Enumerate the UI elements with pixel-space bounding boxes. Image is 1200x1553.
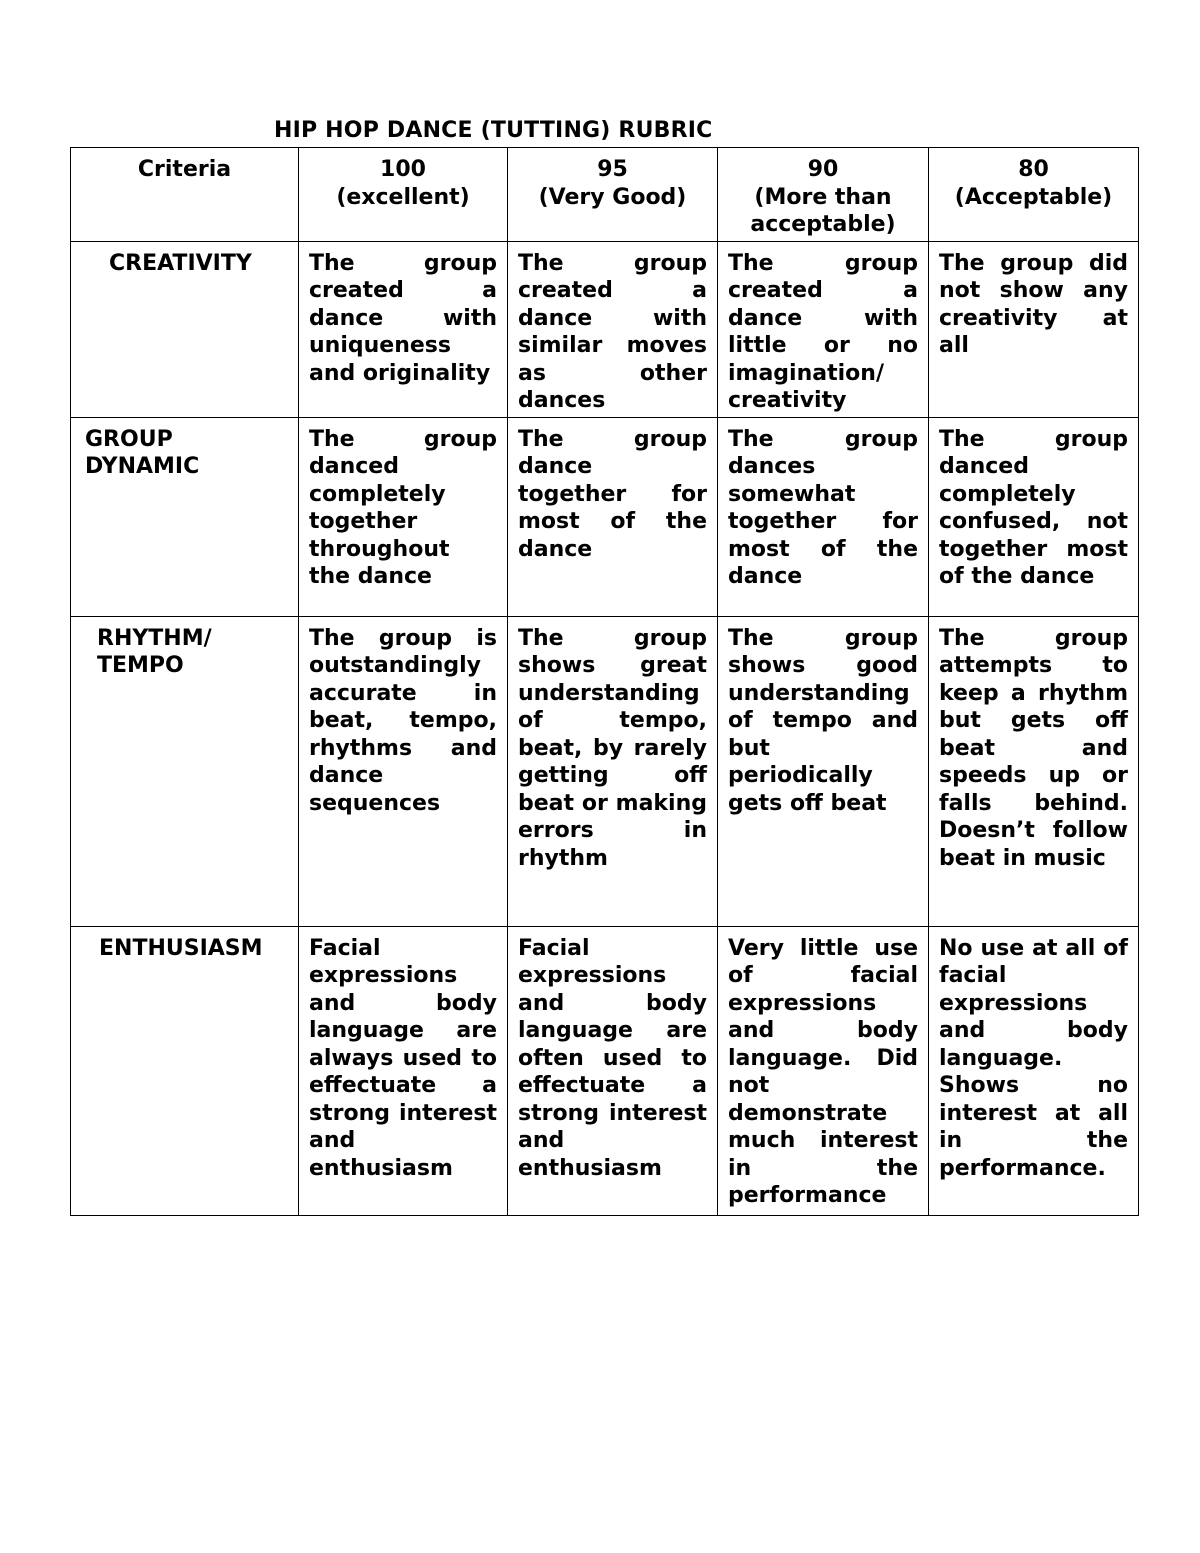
descriptor-cell: The group shows great understanding of tempo, beat, by rarely getting off beat or making errors in rhythm: [508, 616, 718, 926]
header-label: (excellent): [336, 184, 470, 210]
descriptor-cell: Facial expressions and body language are often used to effectuate a strong interest and enthusiasm: [508, 926, 718, 1215]
descriptor-cell: The group attempts to keep a rhythm but gets off beat and speeds up or falls behind. Doesn’t follow beat in music: [929, 616, 1139, 926]
header-score: 100: [380, 157, 426, 182]
descriptor-cell: The group shows good understanding of tempo and but periodically gets off beat: [718, 616, 929, 926]
header-level-80: [929, 148, 1139, 242]
page-title: HIP HOP DANCE (TUTTING) RUBRIC: [274, 118, 713, 143]
header-row: [71, 148, 1139, 242]
criterion-label: GROUP DYNAMIC: [71, 417, 299, 616]
descriptor-cell: The group dance together for most of the dance: [508, 417, 718, 616]
header-level-100: [299, 148, 508, 242]
rubric-row-group-dynamic: [71, 417, 1139, 616]
descriptor-cell: The group dances somewhat together for most of the dance: [718, 417, 929, 616]
header-score: 80: [1018, 157, 1049, 182]
descriptor-cell: The group danced completely together throughout the dance: [299, 417, 508, 616]
rubric-row-creativity: [71, 241, 1139, 417]
descriptor-cell: No use at all of facial expressions and body language. Shows no interest at all in the performance.: [929, 926, 1139, 1215]
descriptor-cell: The group is outstandingly accurate in beat, tempo, rhythms and dance sequences: [299, 616, 508, 926]
descriptor-cell: Facial expressions and body language are always used to effectuate a strong interest and enthusiasm: [299, 926, 508, 1215]
criterion-label: CREATIVITY: [71, 241, 299, 417]
descriptor-cell: The group created a dance with uniqueness and originality: [299, 241, 508, 417]
criterion-label: RHYTHM/ TEMPO: [71, 616, 299, 926]
header-label: (More than acceptable): [750, 184, 896, 237]
header-criteria: Criteria: [71, 148, 299, 242]
header-level-95: [508, 148, 718, 242]
descriptor-cell: The group created a dance with little or no imagination/ creativity: [718, 241, 929, 417]
descriptor-cell: The group danced completely confused, not together most of the dance: [929, 417, 1139, 616]
header-score: 90: [807, 157, 839, 182]
descriptor-cell: The group did not show any creativity at all: [929, 241, 1139, 417]
rubric-row-enthusiasm: [71, 926, 1139, 1215]
header-label: (Acceptable): [954, 184, 1113, 210]
descriptor-cell: Very little use of facial expressions and body language. Did not demonstrate much interest in the performance: [718, 926, 929, 1215]
rubric-row-rhythm-tempo: [71, 616, 1139, 926]
header-score: 95: [597, 157, 628, 182]
criterion-label: ENTHUSIASM: [71, 926, 299, 1215]
header-label: (Very Good): [538, 184, 687, 210]
descriptor-cell: The group created a dance with similar moves as other dances: [508, 241, 718, 417]
rubric-table: [70, 147, 1139, 1216]
header-level-90: [718, 148, 929, 242]
